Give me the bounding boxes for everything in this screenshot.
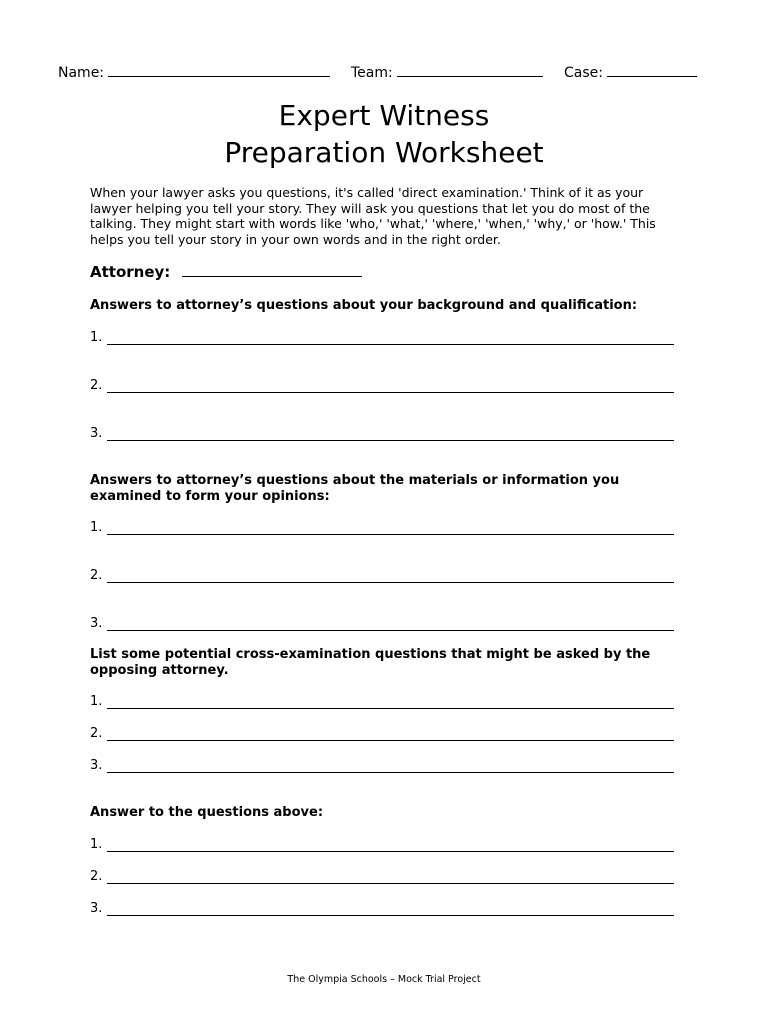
- answer-input-line[interactable]: [107, 344, 674, 345]
- answer-number: 1.: [90, 330, 103, 345]
- answer-input-line[interactable]: [107, 740, 674, 741]
- answer-line[interactable]: [90, 426, 674, 442]
- answer-line[interactable]: [90, 616, 674, 632]
- answer-number: 2.: [90, 726, 103, 741]
- answer-input-line[interactable]: [107, 883, 674, 884]
- answer-input-line[interactable]: [107, 392, 674, 393]
- intro-paragraph: When your lawyer asks you questions, it's called 'direct examination.' Think of it as your lawyer helping you tell your story. They will ask you questions that let you do most of the talking. They might start with words like 'who,' 'what,' 'where,' 'when,' 'why,' or 'how.' This helps you tell your story in your own words and in the right order.: [90, 185, 656, 247]
- name-input-line[interactable]: [108, 63, 330, 77]
- attorney-label: Attorney:: [90, 263, 171, 281]
- answer-input-line[interactable]: [107, 772, 674, 773]
- answer-line[interactable]: [90, 694, 674, 710]
- answer-number: 3.: [90, 616, 103, 631]
- case-field[interactable]: [564, 63, 697, 81]
- team-input-line[interactable]: [397, 63, 543, 77]
- section-question: Answer to the questions above:: [90, 805, 324, 820]
- answer-line[interactable]: [90, 758, 674, 774]
- answer-input-line[interactable]: [107, 582, 674, 583]
- answer-line[interactable]: [90, 520, 674, 536]
- answer-line[interactable]: [90, 330, 674, 346]
- name-label: Name:: [58, 65, 105, 81]
- answer-number: 3.: [90, 901, 103, 916]
- answer-input-line[interactable]: [107, 915, 674, 916]
- section-question: Answers to attorney’s questions about the materials or information you examined to form your opinions:: [90, 473, 620, 504]
- answer-number: 2.: [90, 568, 103, 583]
- name-field[interactable]: [58, 63, 330, 81]
- case-label: Case:: [564, 65, 603, 81]
- section-question: Answers to attorney’s questions about your background and qualification:: [90, 298, 638, 313]
- answer-line[interactable]: [90, 726, 674, 742]
- answer-input-line[interactable]: [107, 708, 674, 709]
- answer-line[interactable]: [90, 901, 674, 917]
- answer-number: 2.: [90, 869, 103, 884]
- team-label: Team:: [351, 65, 393, 81]
- answer-number: 1.: [90, 837, 103, 852]
- answer-number: 3.: [90, 758, 103, 773]
- team-field[interactable]: [351, 63, 543, 81]
- answer-number: 1.: [90, 520, 103, 535]
- answer-input-line[interactable]: [107, 440, 674, 441]
- answer-line[interactable]: [90, 837, 674, 853]
- answer-number: 2.: [90, 378, 103, 393]
- section-question: List some potential cross-examination questions that might be asked by the opposing attorney.: [90, 647, 651, 678]
- case-input-line[interactable]: [607, 63, 697, 77]
- answer-input-line[interactable]: [107, 630, 674, 631]
- answer-input-line[interactable]: [107, 534, 674, 535]
- page-title-line1: Expert Witness: [278, 99, 490, 132]
- attorney-field[interactable]: [90, 263, 362, 281]
- answer-number: 3.: [90, 426, 103, 441]
- answer-line[interactable]: [90, 869, 674, 885]
- answer-line[interactable]: [90, 568, 674, 584]
- page-footer: The Olympia Schools – Mock Trial Project: [287, 974, 481, 985]
- page-title-line2: Preparation Worksheet: [224, 136, 544, 169]
- attorney-input-line[interactable]: [182, 263, 362, 277]
- answer-input-line[interactable]: [107, 851, 674, 852]
- answer-number: 1.: [90, 694, 103, 709]
- answer-line[interactable]: [90, 378, 674, 394]
